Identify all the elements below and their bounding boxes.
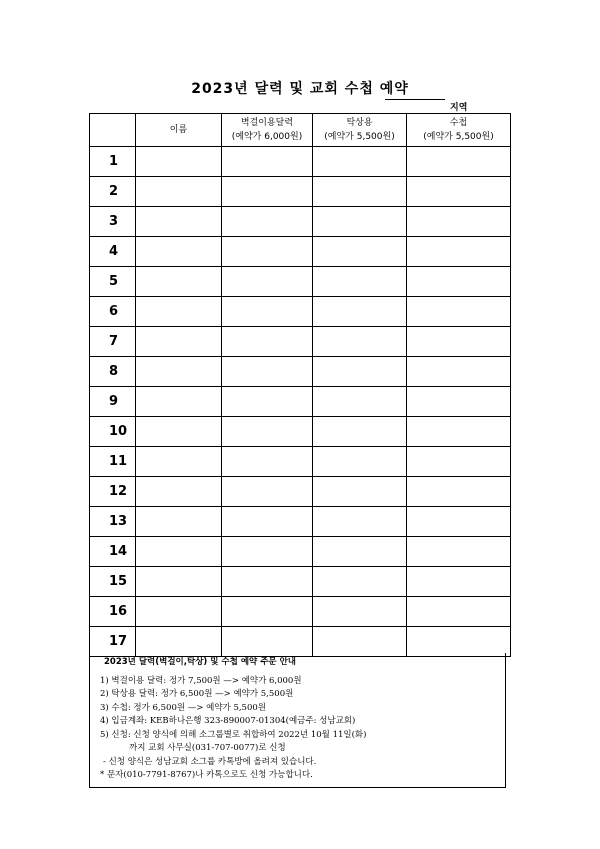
header-planner-price: (예약가 5,500원)	[423, 132, 494, 142]
planner-cell[interactable]	[407, 507, 511, 537]
row-number: 11	[90, 447, 136, 477]
table-row	[90, 567, 511, 597]
desk-calendar-cell[interactable]	[313, 387, 407, 417]
planner-cell[interactable]	[407, 237, 511, 267]
header-wall-calendar-label: 벽걸이용달력	[240, 118, 294, 128]
desk-calendar-cell[interactable]	[313, 357, 407, 387]
header-wall-calendar-price: (예약가 6,000원)	[231, 132, 303, 142]
row-number: 8	[90, 357, 136, 387]
planner-cell[interactable]	[407, 537, 511, 567]
wall-calendar-cell[interactable]	[222, 297, 313, 327]
desk-calendar-cell[interactable]	[313, 267, 407, 297]
header-name-label: 이름	[169, 125, 188, 135]
desk-calendar-cell[interactable]	[313, 237, 407, 267]
table-row	[90, 147, 511, 177]
name-cell[interactable]	[136, 237, 222, 267]
notice-heading: 2023년 달력(벽걸이,탁상) 및 수첩 예약 주문 안내	[104, 657, 296, 667]
planner-cell[interactable]	[407, 177, 511, 207]
wall-calendar-cell[interactable]	[222, 447, 313, 477]
desk-calendar-cell[interactable]	[313, 597, 407, 627]
name-cell[interactable]	[136, 177, 222, 207]
table-row	[90, 297, 511, 327]
table-row	[90, 207, 511, 237]
name-cell[interactable]	[136, 297, 222, 327]
row-number: 14	[90, 537, 136, 567]
planner-cell[interactable]	[407, 447, 511, 477]
notice-line: 3) 수첩: 정가 6,500원 —> 예약가 5,500원	[100, 702, 266, 713]
desk-calendar-cell[interactable]	[313, 447, 407, 477]
wall-calendar-cell[interactable]	[222, 387, 313, 417]
desk-calendar-cell[interactable]	[313, 177, 407, 207]
row-number: 2	[90, 177, 136, 207]
name-cell[interactable]	[136, 267, 222, 297]
notice-line: 2) 탁상용 달력: 정가 6,500원 —> 예약가 5,500원	[100, 689, 294, 699]
wall-calendar-cell[interactable]	[222, 417, 313, 447]
row-number: 9	[90, 387, 136, 417]
notice-line: 1) 벽걸이용 달력: 정가 7,500원 —> 예약가 6,000원	[100, 675, 302, 686]
wall-calendar-cell[interactable]	[222, 477, 313, 507]
desk-calendar-cell[interactable]	[313, 507, 407, 537]
desk-calendar-cell[interactable]	[313, 477, 407, 507]
planner-cell[interactable]	[407, 387, 511, 417]
wall-calendar-cell[interactable]	[222, 327, 313, 357]
table-row	[90, 597, 511, 627]
wall-calendar-cell[interactable]	[222, 507, 313, 537]
name-cell[interactable]	[136, 597, 222, 627]
row-number: 5	[90, 267, 136, 297]
table-row	[90, 327, 511, 357]
table-row	[90, 177, 511, 207]
planner-cell[interactable]	[407, 147, 511, 177]
header-planner-label: 수첩	[449, 118, 468, 128]
row-number: 1	[90, 147, 136, 177]
header-desk-calendar-label: 탁상용	[346, 118, 373, 128]
row-number: 16	[90, 597, 136, 627]
header-row	[90, 114, 511, 147]
wall-calendar-cell[interactable]	[222, 567, 313, 597]
planner-cell[interactable]	[407, 357, 511, 387]
wall-calendar-cell[interactable]	[222, 147, 313, 177]
name-cell[interactable]	[136, 507, 222, 537]
name-cell[interactable]	[136, 207, 222, 237]
row-number: 13	[90, 507, 136, 537]
name-cell[interactable]	[136, 477, 222, 507]
header-planner	[407, 114, 511, 147]
page-title: 2023년 달력 및 교회 수첩 예약	[191, 81, 409, 97]
row-number: 3	[90, 207, 136, 237]
region-underline	[385, 99, 445, 100]
wall-calendar-cell[interactable]	[222, 537, 313, 567]
row-number: 17	[90, 627, 136, 657]
name-cell[interactable]	[136, 387, 222, 417]
notice-line: - 신청 양식은 성남교회 소그룹 카톡방에 올려져 있습니다.	[103, 756, 317, 767]
desk-calendar-cell[interactable]	[313, 297, 407, 327]
planner-cell[interactable]	[407, 297, 511, 327]
wall-calendar-cell[interactable]	[222, 237, 313, 267]
desk-calendar-cell[interactable]	[313, 567, 407, 597]
name-cell[interactable]	[136, 567, 222, 597]
table-row	[90, 417, 511, 447]
table-row	[90, 357, 511, 387]
reservation-table	[89, 113, 511, 657]
region-label: 지역	[450, 103, 468, 113]
row-number: 12	[90, 477, 136, 507]
name-cell[interactable]	[136, 417, 222, 447]
row-number: 4	[90, 237, 136, 267]
desk-calendar-cell[interactable]	[313, 537, 407, 567]
planner-cell[interactable]	[407, 477, 511, 507]
table-row	[90, 237, 511, 267]
planner-cell[interactable]	[407, 627, 511, 657]
wall-calendar-cell[interactable]	[222, 267, 313, 297]
table-row	[90, 477, 511, 507]
wall-calendar-cell[interactable]	[222, 177, 313, 207]
order-notice	[89, 653, 506, 788]
name-cell[interactable]	[136, 627, 222, 657]
planner-cell[interactable]	[407, 597, 511, 627]
table-row	[90, 627, 511, 657]
notice-line: 까지 교회 사무실(031-707-0077)로 신청	[129, 743, 286, 753]
name-cell[interactable]	[136, 447, 222, 477]
planner-cell[interactable]	[407, 267, 511, 297]
wall-calendar-cell[interactable]	[222, 207, 313, 237]
desk-calendar-cell[interactable]	[313, 147, 407, 177]
table-row	[90, 537, 511, 567]
desk-calendar-cell[interactable]	[313, 627, 407, 657]
table-row	[90, 507, 511, 537]
header-wall-calendar	[222, 114, 313, 147]
table-row	[90, 387, 511, 417]
row-number: 10	[90, 417, 136, 447]
name-cell[interactable]	[136, 357, 222, 387]
header-name	[136, 114, 222, 147]
planner-cell[interactable]	[407, 417, 511, 447]
name-cell[interactable]	[136, 327, 222, 357]
desk-calendar-cell[interactable]	[313, 207, 407, 237]
wall-calendar-cell[interactable]	[222, 357, 313, 387]
wall-calendar-cell[interactable]	[222, 627, 313, 657]
row-number: 15	[90, 567, 136, 597]
row-number: 7	[90, 327, 136, 357]
notice-line: * 문자(010-7791-8767)나 카톡으로도 신청 가능합니다.	[100, 770, 313, 780]
header-desk-calendar	[313, 114, 407, 147]
desk-calendar-cell[interactable]	[313, 327, 407, 357]
planner-cell[interactable]	[407, 327, 511, 357]
table-row	[90, 267, 511, 297]
notice-line: 4) 입금계좌: KEB하나은행 323-890007-01304(예금주: 성남교회)	[100, 716, 356, 726]
desk-calendar-cell[interactable]	[313, 417, 407, 447]
name-cell[interactable]	[136, 537, 222, 567]
header-desk-calendar-price: (예약가 5,500원)	[324, 132, 395, 142]
row-number: 6	[90, 297, 136, 327]
planner-cell[interactable]	[407, 207, 511, 237]
notice-line: 5) 신청: 신청 양식에 의해 소그룹별로 취합하여 2022년 10월 11일(화)	[100, 729, 367, 740]
header-number	[90, 114, 136, 147]
name-cell[interactable]	[136, 147, 222, 177]
wall-calendar-cell[interactable]	[222, 597, 313, 627]
planner-cell[interactable]	[407, 567, 511, 597]
table-row	[90, 447, 511, 477]
